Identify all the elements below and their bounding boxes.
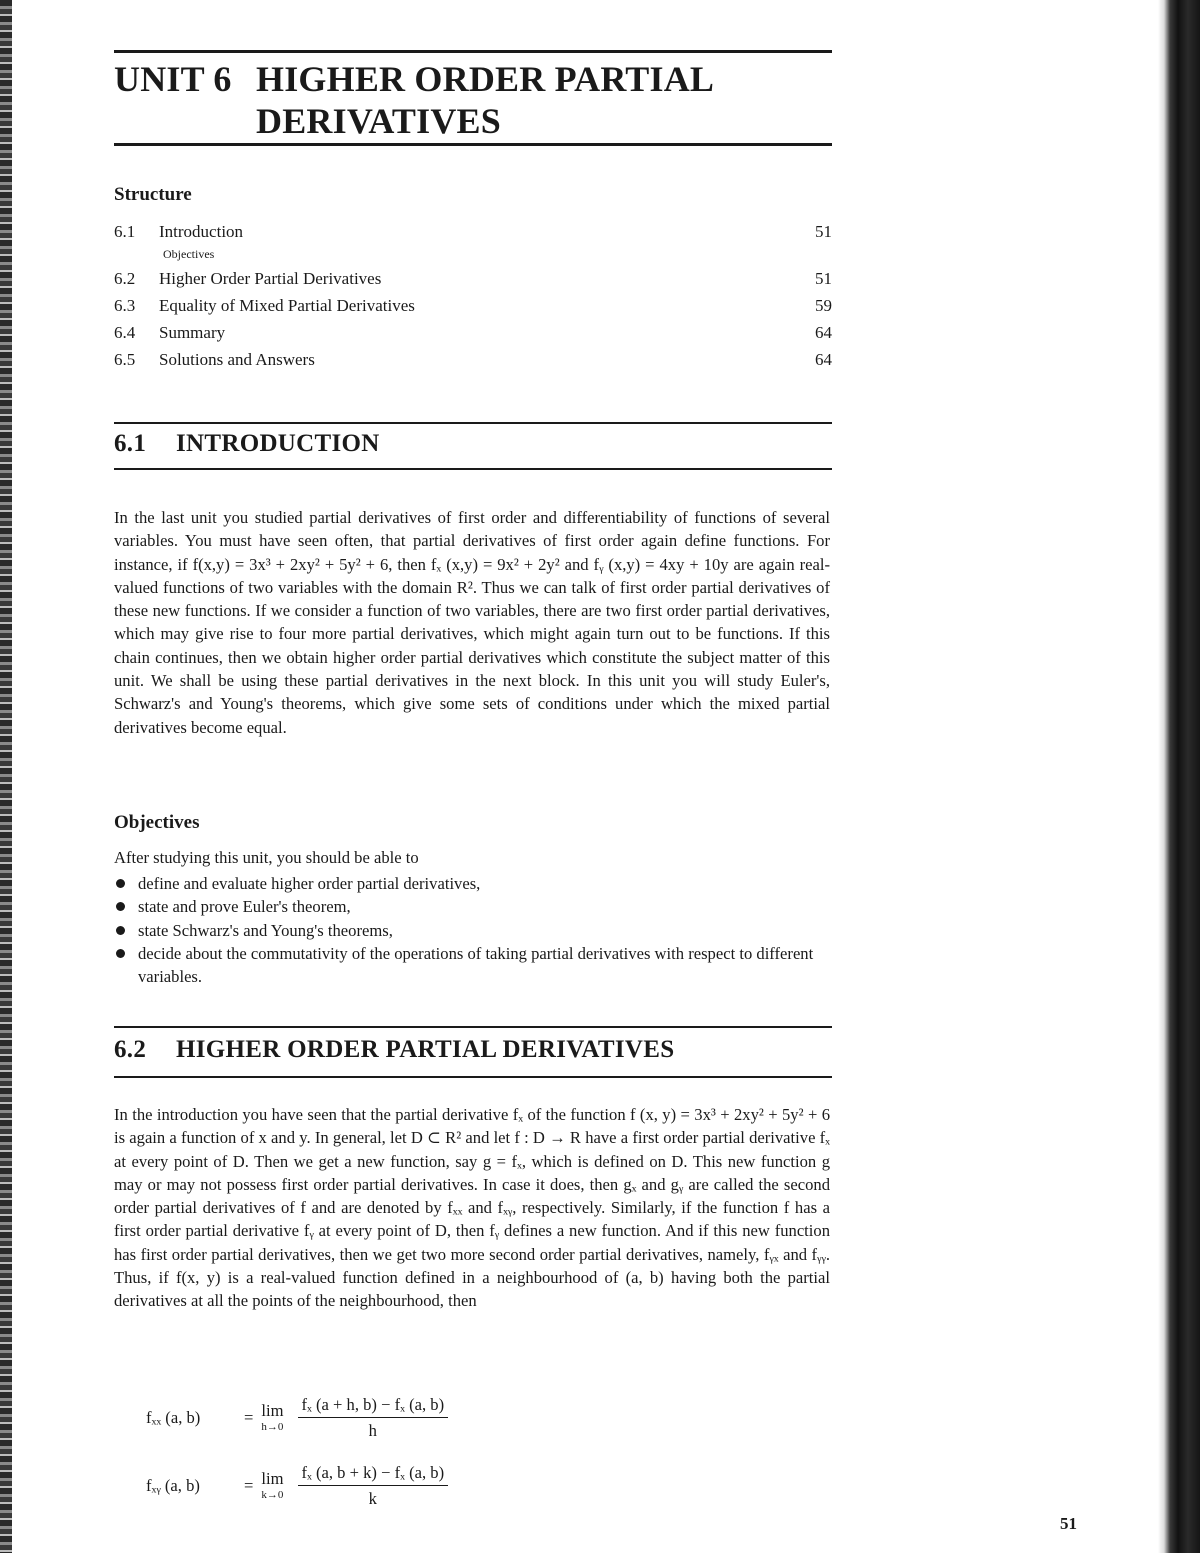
section-rule-bottom (114, 1076, 832, 1078)
section-title: INTRODUCTION (176, 430, 380, 457)
section2-paragraph: In the introduction you have seen that the partial derivative fₓ of the function f (x, y) = 3x³ + 2xy² + 5y² + 6 is again a function of x and y. In general, let D ⊂ R² and let f : D → R have a first order partial derivative fₓ at every point of D. Then we get a new function, say g = fₓ, which is defined on D. This new function g may or may not possess first order partial derivatives. In case it does, then gₓ and gᵧ are called the second order partial derivatives of f and are denoted by fₓₓ and fₓᵧ, respectively. Similarly, if the function f has a first order partial derivative fᵧ at every point of D, then fᵧ defines a new function. And if this new function has first order partial derivatives, then we get two more second order partial derivatives, namely, fᵧₓ and fᵧᵧ. Thus, if f(x, y) is a real-valued function defined in a neighbourhood of (a, b) having both the partial derivatives at all the points of the neighbourhood, then (114, 1105, 830, 1311)
section-heading-higher-order (114, 1036, 674, 1064)
unit-title-line1: HIGHER ORDER PARTIAL (256, 59, 715, 99)
bullet-icon (116, 902, 125, 911)
toc-title: Equality of Mixed Partial Derivatives (159, 296, 415, 315)
fraction (298, 1463, 449, 1510)
unit-title (114, 58, 714, 142)
objectives-heading: Objectives (114, 812, 200, 833)
toc-page: 51 (815, 222, 832, 241)
objective-text: state and prove Euler's theorem, (138, 897, 351, 917)
objective-item (114, 919, 830, 942)
section-rule-bottom (114, 468, 832, 470)
toc-number: 6.2 (114, 269, 136, 288)
section-heading-introduction (114, 430, 380, 458)
structure-heading: Structure (114, 184, 192, 205)
objective-item (114, 895, 830, 918)
fraction-numerator: fₓ (a, b + k) − fₓ (a, b) (301, 1462, 445, 1482)
toc-title: Solutions and Answers (159, 350, 315, 369)
toc-number: 6.4 (114, 323, 136, 342)
objective-text: decide about the commutativity of the operations of taking partial derivatives with respect to different variables. (138, 943, 814, 987)
formula-equals: = (244, 1408, 254, 1427)
toc-title: Introduction (159, 222, 244, 241)
formula-lhs: fₓᵧ (a, b) (146, 1476, 200, 1495)
section-number: 6.2 (114, 1036, 147, 1063)
scan-edge-left (0, 0, 12, 1553)
toc-row (114, 220, 832, 247)
fraction-denominator: h (368, 1421, 377, 1441)
limit-subscript: k→0 (261, 1488, 284, 1501)
table-of-contents (114, 220, 832, 375)
toc-page: 59 (815, 296, 832, 315)
toc-page: 64 (815, 323, 832, 342)
toc-title: Summary (159, 323, 226, 342)
toc-row (114, 321, 832, 348)
formula-lhs: fₓₓ (a, b) (146, 1408, 201, 1427)
objective-item (114, 872, 830, 895)
unit-label: UNIT 6 (114, 59, 232, 99)
bullet-icon (116, 879, 125, 888)
scan-edge-right (1158, 0, 1200, 1553)
objective-text: state Schwarz's and Young's theorems, (138, 920, 393, 940)
bullet-icon (116, 926, 125, 935)
toc-number: 6.5 (114, 350, 136, 369)
toc-row (114, 294, 832, 321)
bullet-icon (116, 949, 125, 958)
intro-paragraph: In the last unit you studied partial derivatives of first order and differentiability of functions of several variables. You must have seen often, that partial derivatives of first order again define functions. For instance, if f(x,y) = 3x³ + 2xy² + 5y² + 6, then fₓ (x,y) = 9x² + 2y² and fᵧ (x,y) = 4xy + 10y are again real-valued functions of two variables with the domain R². Thus we can talk of first order partial derivatives of these new functions. If we consider a function of two variables, there are two first order partial derivatives, which may give rise to four more partial derivatives, which might again turn out to be functions. If this chain continues, then we obtain higher order partial derivatives which constitute the subject matter of this unit. We shall be using these partial derivatives in the next block. In this unit you will study Euler's, Schwarz's and Young's theorems, which give some sets of conditions under which the mixed partial derivatives become equal. (114, 508, 830, 737)
title-rule-top (114, 50, 832, 53)
limit (261, 1403, 283, 1433)
section-rule-top (114, 422, 832, 424)
toc-number: 6.1 (114, 222, 136, 241)
objective-text: define and evaluate higher order partial derivatives, (138, 874, 481, 893)
limit (261, 1471, 283, 1501)
fraction-denominator: k (368, 1489, 377, 1509)
toc-row (114, 348, 832, 375)
limit-word: lim (261, 1469, 284, 1489)
limit-word: lim (261, 1401, 284, 1421)
formula-fxx (146, 1390, 448, 1446)
section-rule-top (114, 1026, 832, 1028)
page-number: 51 (1060, 1514, 1077, 1533)
toc-number: 6.3 (114, 296, 136, 315)
fraction (298, 1395, 449, 1442)
objectives-intro: After studying this unit, you should be able to (114, 848, 419, 867)
toc-row (114, 267, 832, 294)
toc-page: 51 (815, 269, 832, 288)
toc-title: Higher Order Partial Derivatives (159, 269, 382, 288)
objective-item (114, 942, 830, 989)
section-number: 6.1 (114, 430, 147, 457)
toc-subitem: Objectives (163, 247, 215, 261)
toc-page: 64 (815, 350, 832, 369)
unit-title-line2: DERIVATIVES (256, 101, 501, 141)
limit-subscript: h→0 (261, 1420, 284, 1433)
formula-equals: = (244, 1476, 254, 1495)
section-title: HIGHER ORDER PARTIAL DERIVATIVES (176, 1036, 675, 1063)
fraction-numerator: fₓ (a + h, b) − fₓ (a, b) (301, 1394, 445, 1414)
title-rule-bottom (114, 143, 832, 146)
objectives-list (114, 872, 830, 988)
formula-fxy (146, 1458, 448, 1514)
